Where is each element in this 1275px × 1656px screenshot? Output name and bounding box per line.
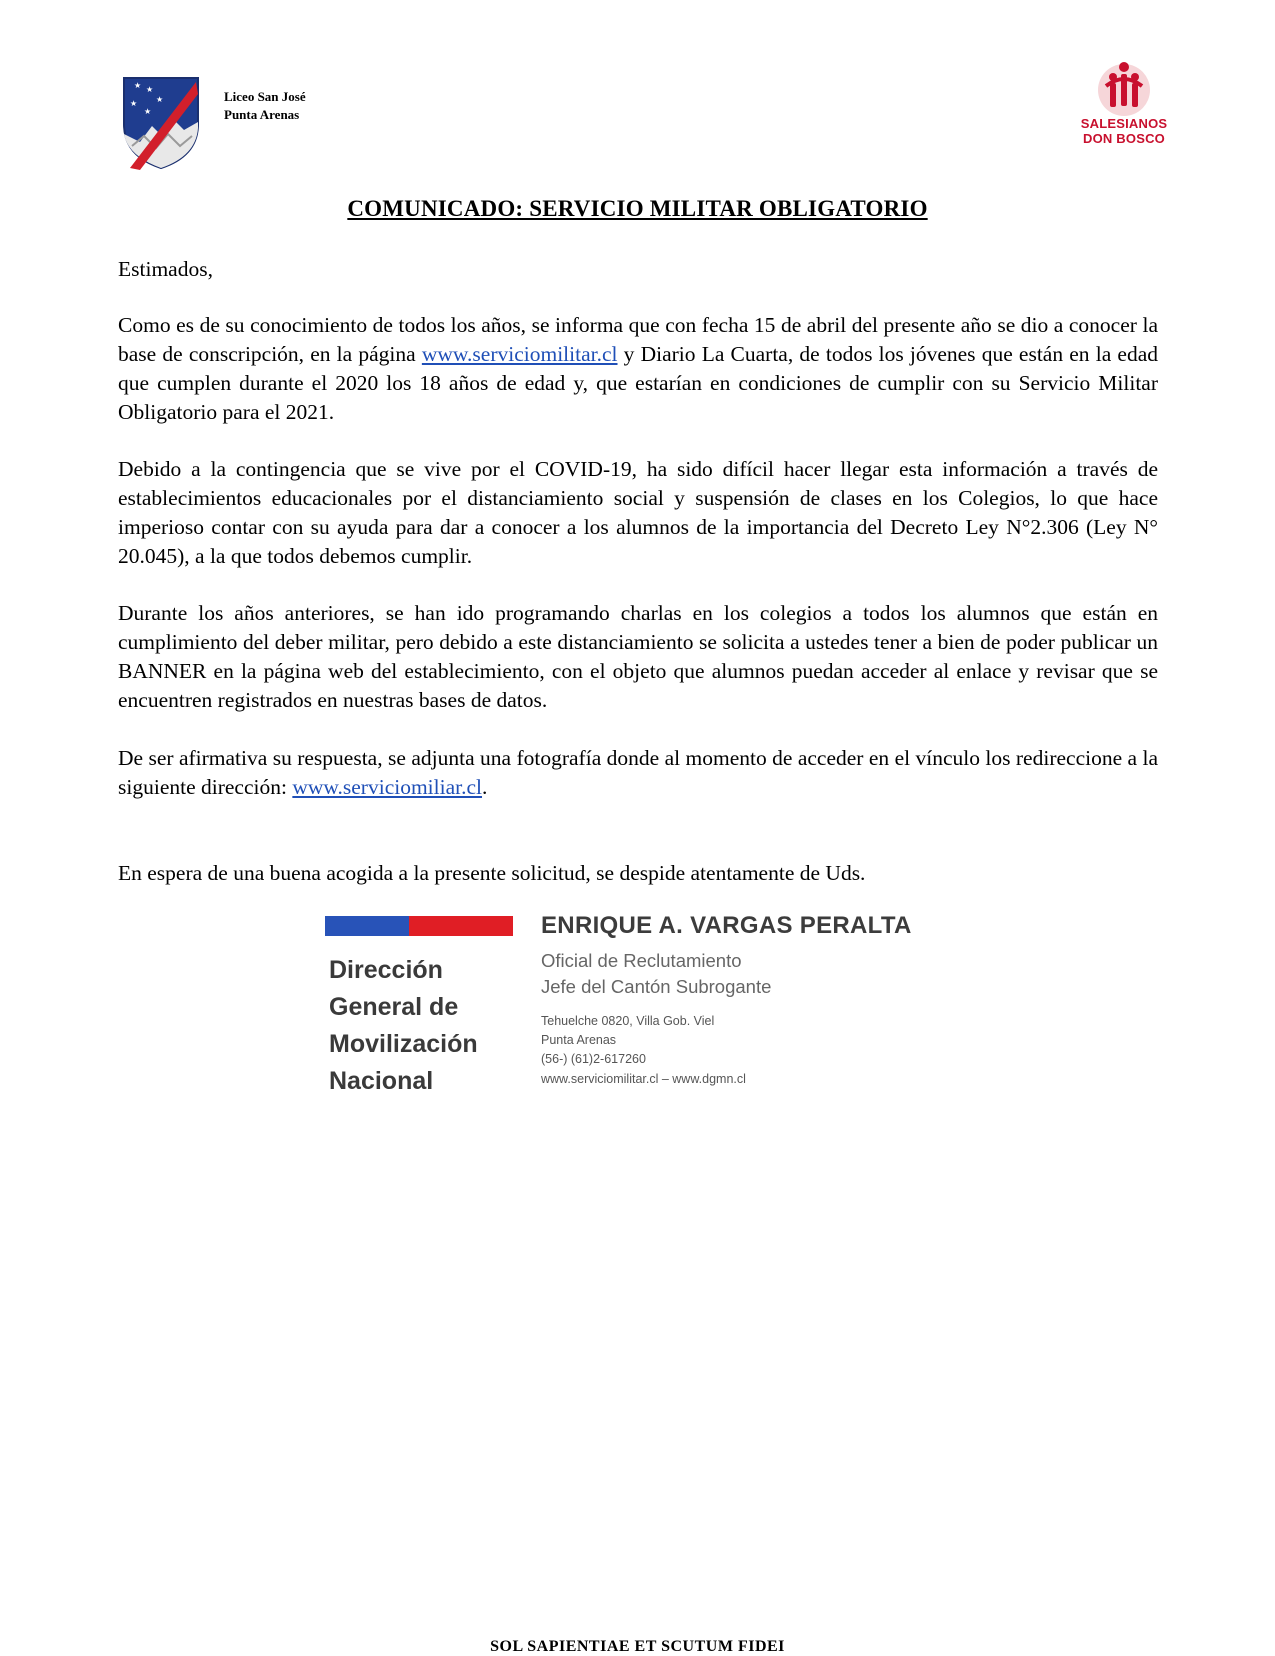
signer-websites: www.serviciomilitar.cl – www.dgmn.cl bbox=[541, 1072, 746, 1086]
paragraph-1-text-a: Como es de su conocimiento de todos los años, se informa que con fecha 15 de abril del presente año se dio a conocer la base de conscripción, en la página bbox=[118, 313, 1158, 366]
svg-text:★: ★ bbox=[134, 81, 142, 90]
paragraph-3: Durante los años anteriores, se han ido programando charlas en los colegios a todos los alumnos que están en cumplimiento del deber militar, pero debido a este distanciamiento se solicita a ustedes tener a bien de poder publicar un BANNER en la página web del establecimiento, con el objeto que alumnos puedan acceder al enlace y revisar que se encuentren registrados en nuestras bases de datos. bbox=[118, 601, 1158, 712]
school-city: Punta Arenas bbox=[224, 107, 300, 122]
paragraph-4 bbox=[118, 744, 1158, 802]
serviciomilitar-link[interactable]: www.serviciomilitar.cl bbox=[421, 342, 618, 366]
salesianos-line2: DON BOSCO bbox=[1083, 131, 1165, 146]
signer-address-1: Tehuelche 0820, Villa Gob. Viel bbox=[541, 1014, 715, 1028]
document-title: COMUNICADO: SERVICIO MILITAR OBLIGATORIO bbox=[347, 196, 928, 221]
signer-name: ENRIQUE A. VARGAS PERALTA bbox=[541, 912, 912, 939]
serviciomiliar-link[interactable]: www.serviciomiliar.cl bbox=[292, 775, 483, 799]
svg-text:★: ★ bbox=[146, 85, 154, 94]
salesianos-people-icon bbox=[1096, 60, 1152, 116]
signer-phone: (56-) (61)2-617260 bbox=[541, 1052, 646, 1066]
signer-role-2: Jefe del Cantón Subrogante bbox=[541, 976, 772, 997]
flag-bar-red bbox=[409, 916, 513, 936]
signature-block bbox=[325, 912, 965, 1096]
greeting: Estimados, bbox=[118, 257, 213, 281]
flag-bar-blue bbox=[325, 916, 409, 936]
closing-line: En espera de una buena acogida a la presente solicitud, se despide atentamente de Uds. bbox=[118, 861, 866, 885]
crest-icon bbox=[122, 76, 200, 170]
flag-bar bbox=[325, 916, 513, 936]
svg-text:★: ★ bbox=[130, 99, 138, 108]
dgmn-org-name bbox=[329, 952, 478, 1100]
salesianos-logo bbox=[1064, 60, 1184, 155]
org-line-1: Dirección bbox=[329, 956, 443, 984]
paragraph-4-text-b: . bbox=[482, 775, 488, 799]
paragraph-1 bbox=[118, 311, 1158, 427]
svg-text:★: ★ bbox=[156, 95, 164, 104]
paragraph-1-text-b: y Diario La Cuarta, de todos los jóvenes que están en la edad que cumplen durante el 2020 los 18 años de edad y, que estarían en condiciones de cumplir con su Servicio Militar Obligatorio para el 2021. bbox=[118, 342, 1158, 424]
school-crest-logo bbox=[122, 76, 200, 170]
paragraph-2: Debido a la contingencia que se vive por el COVID-19, ha sido difícil hacer llegar esta información a través de establecimientos educacionales por el distanciamiento social y suspensión de clases en los Colegios, lo que hace imperioso contar con su ayuda para dar a conocer a los alumnos de la importancia del Decreto Ley N°2.306 (Ley N° 20.045), a la que todos debemos cumplir. bbox=[118, 457, 1158, 568]
svg-text:★: ★ bbox=[144, 107, 152, 116]
salesianos-line1: SALESIANOS bbox=[1080, 116, 1168, 131]
signer-role-1: Oficial de Reclutamiento bbox=[541, 950, 742, 971]
school-heading bbox=[224, 88, 306, 124]
org-line-2: General de bbox=[329, 993, 459, 1021]
footer-motto: SOL SAPIENTIAE ET SCUTUM FIDEI bbox=[490, 1638, 785, 1655]
signer-address-2: Punta Arenas bbox=[541, 1033, 617, 1047]
org-line-3: Movilización bbox=[329, 1030, 478, 1058]
paragraph-4-text-a: De ser afirmativa su respuesta, se adjunta una fotografía donde al momento de acceder en el vínculo los redireccione a la siguiente dirección: bbox=[118, 746, 1158, 799]
school-name: Liceo San José bbox=[224, 89, 306, 104]
org-line-4: Nacional bbox=[329, 1067, 434, 1095]
